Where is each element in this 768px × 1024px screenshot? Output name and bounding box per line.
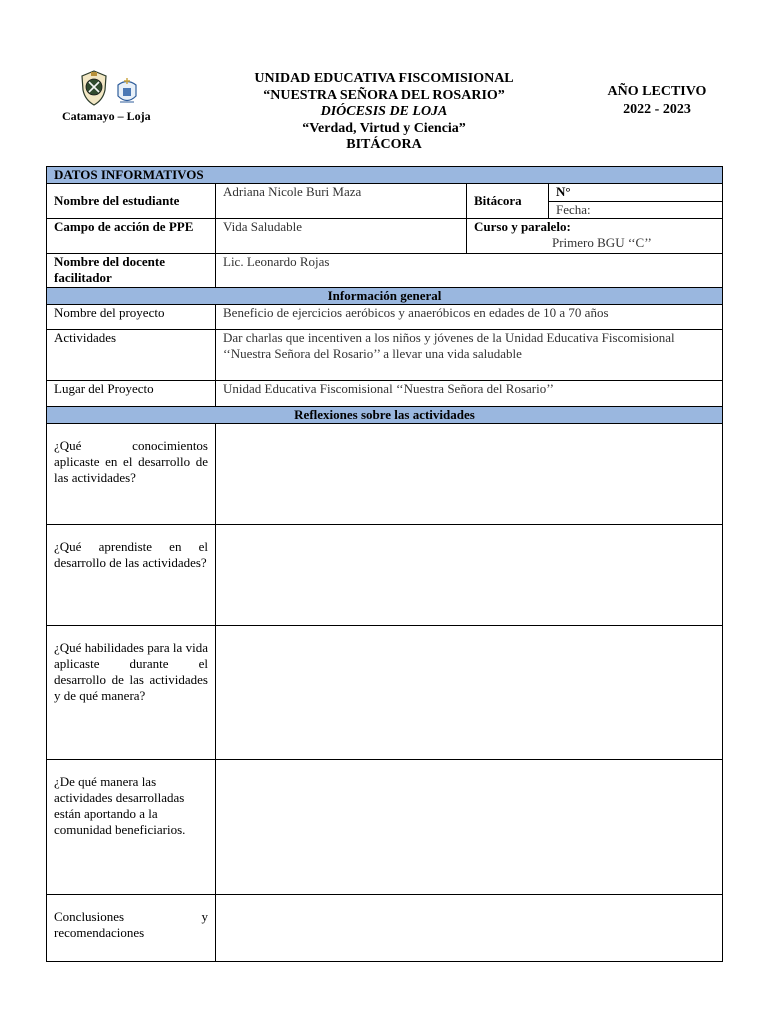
answer-conocimientos[interactable] xyxy=(216,424,723,525)
bitacora-number-field[interactable]: N° xyxy=(549,184,723,202)
student-value[interactable]: Adriana Nicole Buri Maza xyxy=(216,184,467,219)
actividades-value[interactable]: Dar charlas que incentiven a los niños y jóvenes de la Unidad Educativa Fiscomisional ‘‘Nuestra Señora del Rosario’’ a llevar una vida saludable xyxy=(216,330,723,381)
proyecto-value[interactable]: Beneficio de ejercicios aeróbicos y anaeróbicos en edades de 10 a 70 años xyxy=(216,305,723,330)
lugar-value[interactable]: Unidad Educativa Fiscomisional ‘‘Nuestra Señora del Rosario’’ xyxy=(216,381,723,407)
section-reflexiones: Reflexiones sobre las actividades xyxy=(47,407,723,424)
docente-label: Nombre del docente facilitador xyxy=(47,254,216,288)
docente-value[interactable]: Lic. Leonardo Rojas xyxy=(216,254,723,288)
answer-aprendizaje[interactable] xyxy=(216,525,723,626)
logos xyxy=(78,70,144,110)
bitacora-form-table xyxy=(46,166,723,962)
answer-habilidades[interactable] xyxy=(216,626,723,760)
year-label: AÑO LECTIVO xyxy=(607,84,707,99)
curso-label: Curso y paralelo: xyxy=(474,219,571,234)
school-line-2: “NUESTRA SEÑORA DEL ROSARIO” xyxy=(263,87,505,103)
question-aporte-comunidad: ¿De qué manera las actividades desarrolladas están aportando a la comunidad beneficiarios. xyxy=(47,760,216,895)
question-conclusiones: Conclusiones y recomendaciones xyxy=(47,895,216,962)
curso-value[interactable]: Primero BGU ‘‘C’’ xyxy=(552,235,652,250)
answer-aporte-comunidad[interactable] xyxy=(216,760,723,895)
proyecto-label: Nombre del proyecto xyxy=(47,305,216,330)
diocese-seal-icon xyxy=(114,76,140,106)
campo-value[interactable]: Vida Saludable xyxy=(216,219,467,254)
answer-conclusiones[interactable] xyxy=(216,895,723,962)
student-label: Nombre del estudiante xyxy=(47,184,216,219)
school-year-block xyxy=(596,83,718,119)
lugar-label: Lugar del Proyecto xyxy=(47,381,216,407)
campo-label: Campo de acción de PPE xyxy=(47,219,216,254)
section-informacion-general: Información general xyxy=(47,288,723,305)
school-line-3: DIÓCESIS DE LOJA xyxy=(320,104,448,119)
curso-cell xyxy=(467,219,723,254)
school-name-block xyxy=(200,71,568,154)
crest-shield-icon xyxy=(80,70,108,106)
question-conocimientos: ¿Qué conocimientos aplicaste en el desarrollo de las actividades? xyxy=(47,424,216,525)
logo-caption: Catamayo – Loja xyxy=(62,109,151,123)
document-title: BITÁCORA xyxy=(346,137,422,152)
bitacora-label: Bitácora xyxy=(467,184,549,219)
school-motto: “Verdad, Virtud y Ciencia” xyxy=(302,120,466,136)
school-line-1: UNIDAD EDUCATIVA FISCOMISIONAL xyxy=(254,71,514,86)
fecha-field[interactable]: Fecha: xyxy=(549,202,723,219)
document-header xyxy=(0,0,768,165)
section-datos-informativos: DATOS INFORMATIVOS xyxy=(47,167,723,184)
year-value: 2022 - 2023 xyxy=(623,102,691,117)
actividades-label: Actividades xyxy=(47,330,216,381)
question-aprendizaje: ¿Qué aprendiste en el desarrollo de las actividades? xyxy=(47,525,216,626)
question-habilidades: ¿Qué habilidades para la vida aplicaste durante el desarrollo de las actividades y de qué manera? xyxy=(47,626,216,760)
